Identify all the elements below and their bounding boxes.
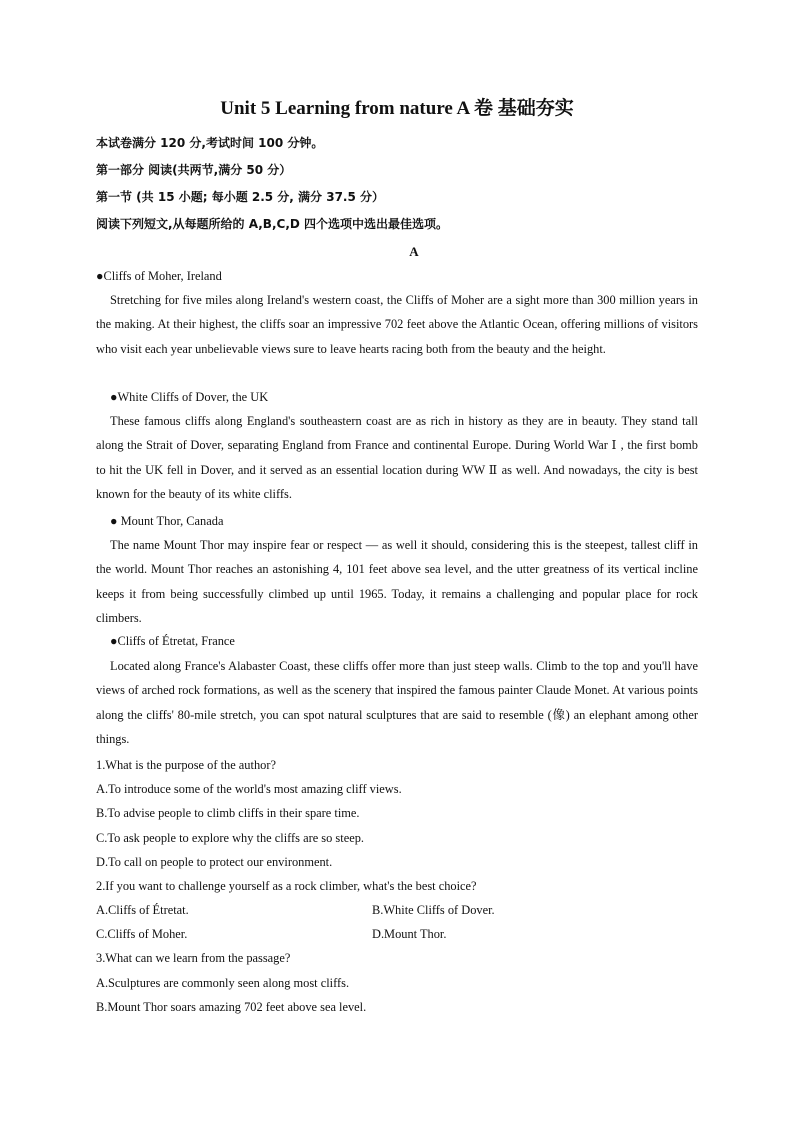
answer-option[interactable]: C.To ask people to explore why the cliffs are so steep. [96, 831, 364, 845]
passage-heading: ●White Cliffs of Dover, the UK [110, 390, 269, 404]
answer-option[interactable]: B.Mount Thor soars amazing 702 feet above sea level. [96, 1000, 367, 1014]
answer-option[interactable]: A.To introduce some of the world's most amazing cliff views. [96, 782, 402, 796]
passage-label: A [409, 244, 419, 259]
exam-info-line: 本试卷满分 120 分,考试时间 100 分钟。 [96, 136, 324, 150]
question-stem: 2.If you want to challenge yourself as a rock climber, what's the best choice? [96, 879, 477, 893]
section-heading: 第一节 (共 15 小题; 每小题 2.5 分, 满分 37.5 分） [96, 190, 385, 204]
answer-option[interactable]: B.To advise people to climb cliffs in their spare time. [96, 806, 360, 820]
passage-paragraph: Located along France's Alabaster Coast, these cliffs offer more than just steep walls. Climb to the top and you'll have views of arched rock formations, as well as the scenery that inspired the famous painter Claude Monet. At various points along the cliffs' 80-mile stretch, you can spot natural sculptures that are said to resemble (像) an elephant among other things. [96, 659, 698, 746]
passage-paragraph: Stretching for five miles along Ireland's western coast, the Cliffs of Moher are a sight more than 300 million years in the making. At their highest, the cliffs soar an impressive 702 feet above the Atlantic Ocean, offering millions of visitors who visit each year unbelievable views sure to leave hearts racing both from the beauty and the height. [96, 293, 698, 356]
answer-option[interactable]: D.To call on people to protect our environment. [96, 855, 333, 869]
question-stem: 3.What can we learn from the passage? [96, 951, 291, 965]
instructions: 阅读下列短文,从每题所给的 A,B,C,D 四个选项中选出最佳选项。 [96, 217, 449, 231]
passage-heading: ●Cliffs of Moher, Ireland [96, 269, 222, 283]
answer-option[interactable]: A.Sculptures are commonly seen along most cliffs. [96, 976, 350, 990]
question-stem: 1.What is the purpose of the author? [96, 758, 276, 772]
page-title: Unit 5 Learning from nature A 卷 基础夯实 [220, 98, 574, 119]
part-heading: 第一部分 阅读(共两节,满分 50 分） [96, 163, 292, 177]
answer-option[interactable]: B.White Cliffs of Dover. [372, 903, 495, 917]
passage-heading: ●Cliffs of Étretat, France [110, 634, 235, 648]
passage-heading: ● Mount Thor, Canada [110, 514, 224, 528]
answer-option[interactable]: D.Mount Thor. [372, 927, 447, 941]
answer-option[interactable]: C.Cliffs of Moher. [96, 927, 188, 941]
passage-paragraph: The name Mount Thor may inspire fear or respect — as well it should, considering this is the steepest, tallest cliff in the world. Mount Thor reaches an astonishing 4, 101 feet above sea level, and the utter greatness of its vertical incline keeps it from being successfully climbed up until 1965. Today, it remains a challenging and popular place for rock climbers. [96, 538, 698, 625]
answer-option[interactable]: A.Cliffs of Étretat. [96, 903, 189, 917]
passage-paragraph: These famous cliffs along England's southeastern coast are as rich in history as they are in beauty. They stand tall along the Strait of Dover, separating England from France and continental Europe. During World War Ⅰ , the first bomb to hit the UK fell in Dover, and it served as an essential location during WW Ⅱ as well. And nowadays, the city is best known for the beauty of its white cliffs. [96, 414, 698, 501]
